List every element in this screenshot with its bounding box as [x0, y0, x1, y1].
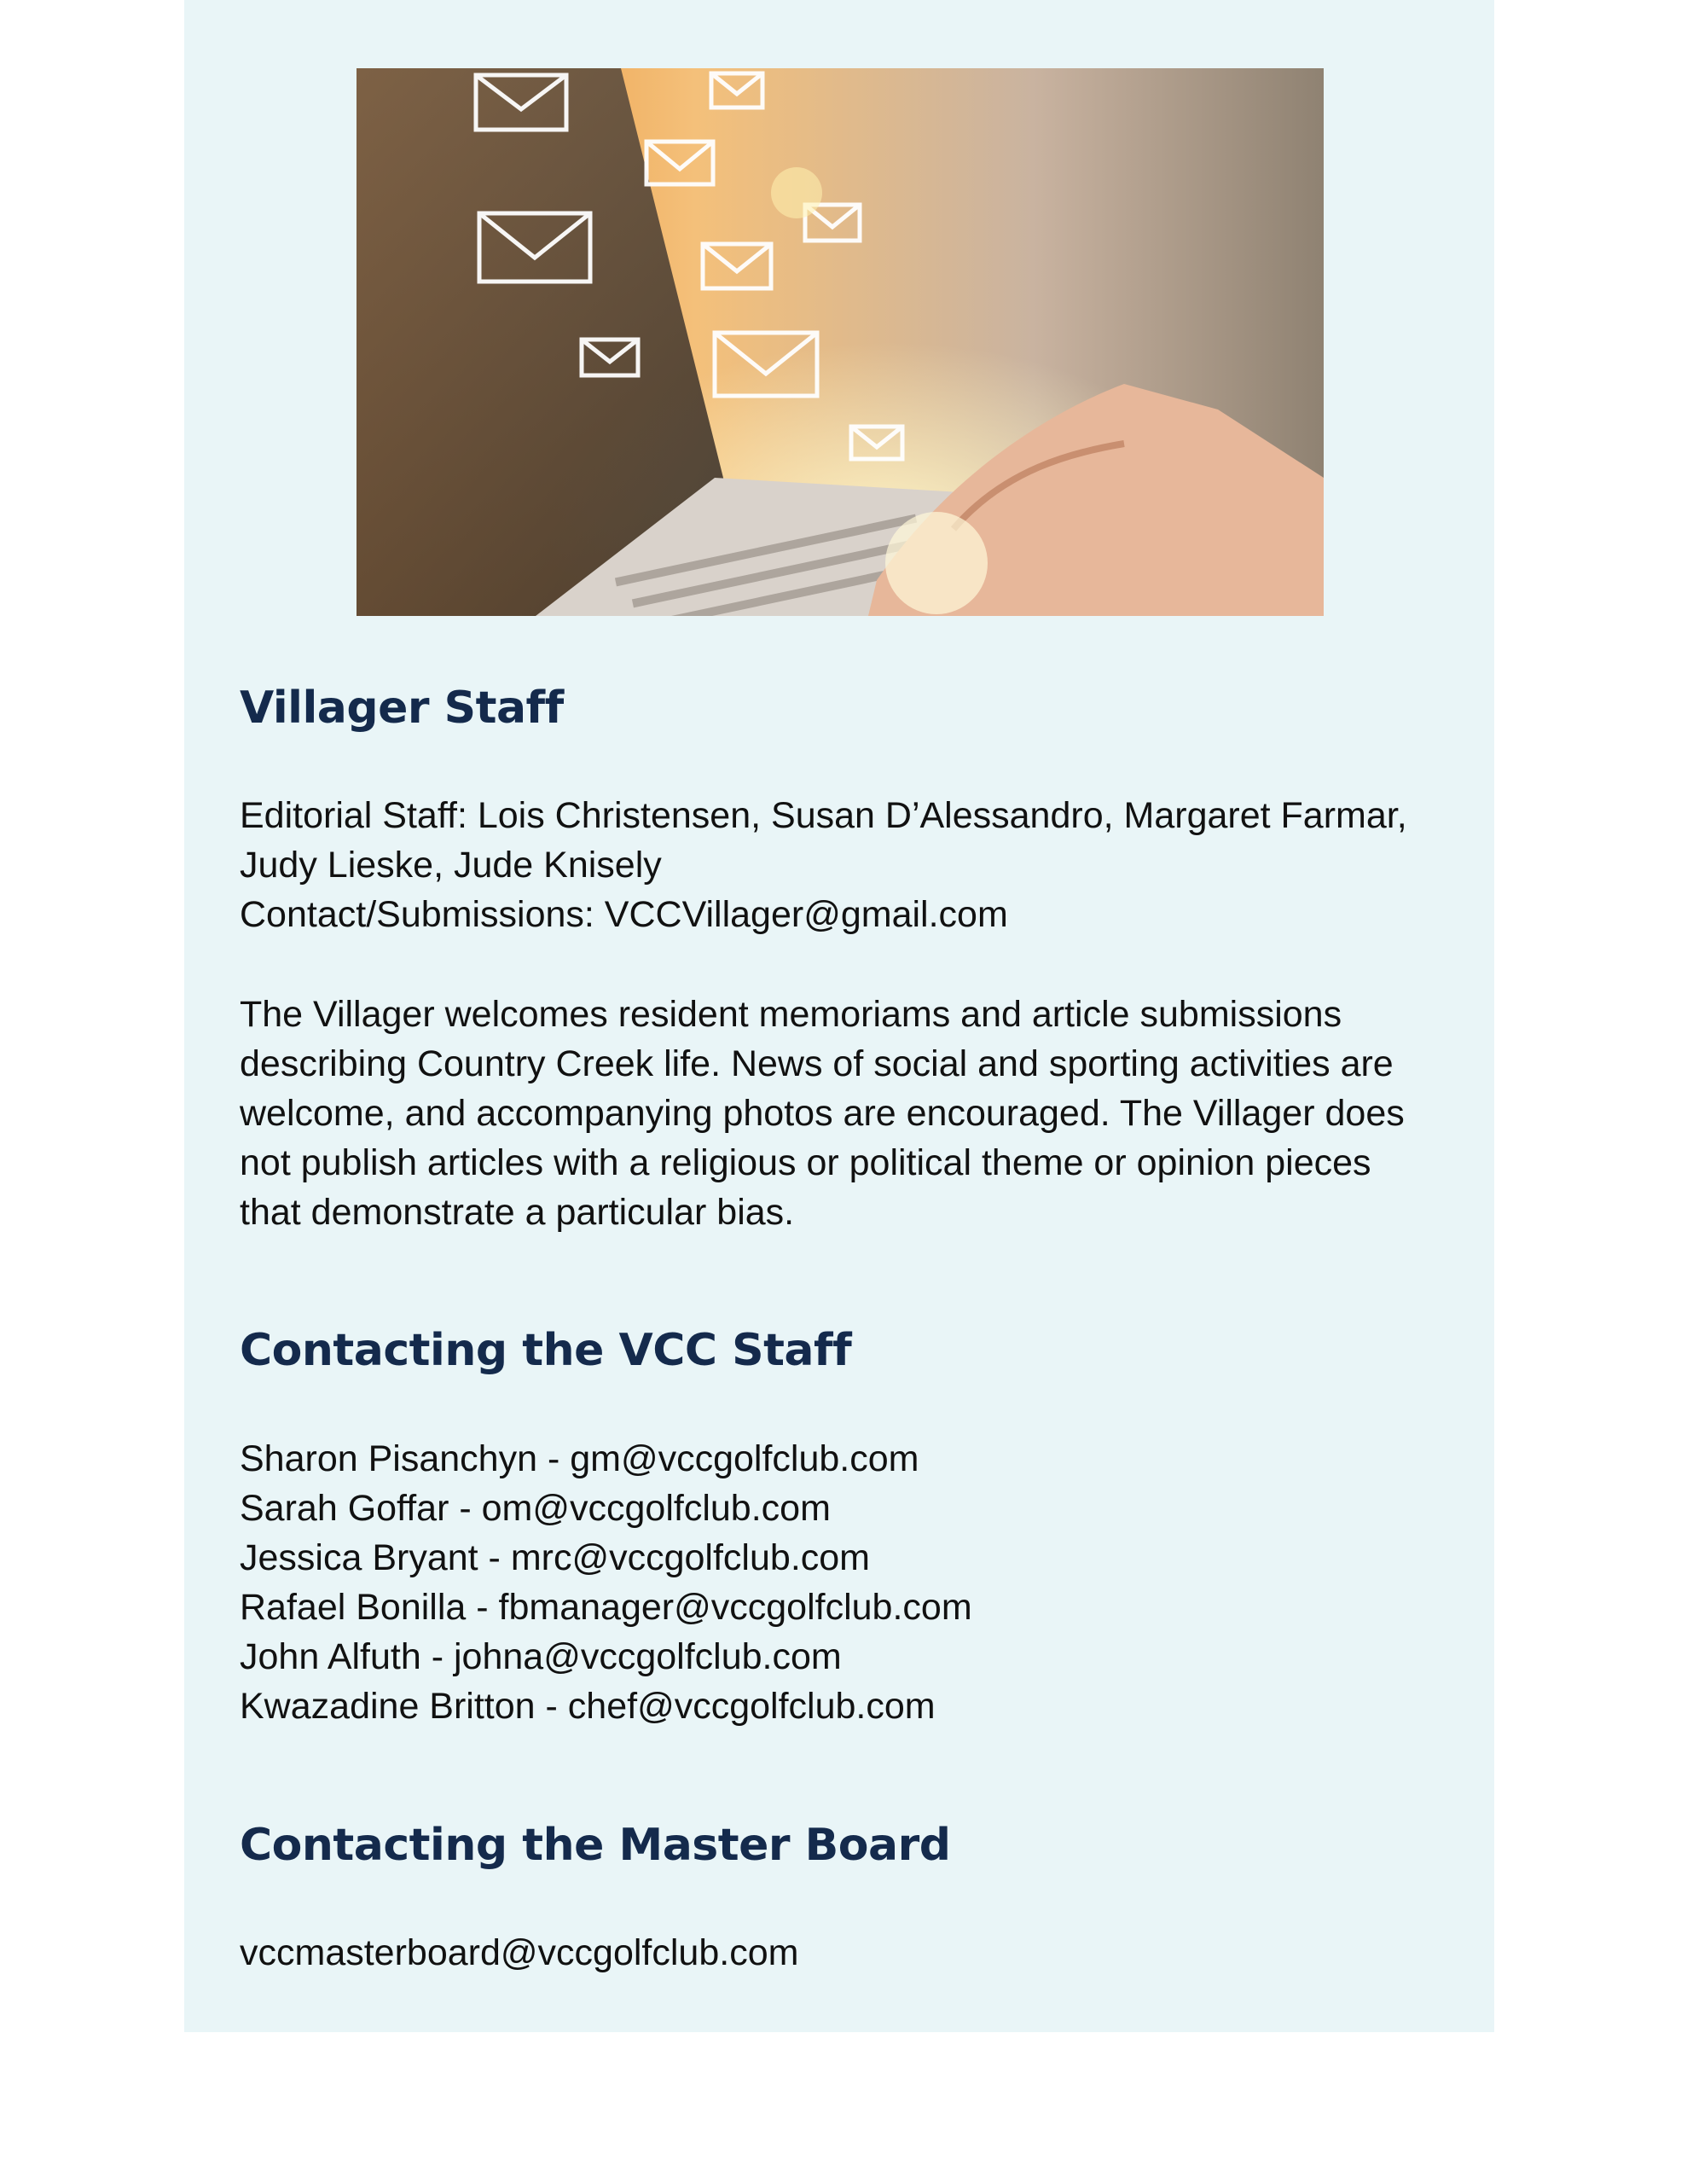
master-board-email: vccmasterboard@vccgolfclub.com — [240, 1932, 799, 1973]
policy-line: welcome, and accompanying photos are encouraged. The Villager does — [240, 1093, 1405, 1134]
staff-contact-item: Sarah Goffar - om@vccgolfclub.com — [240, 1488, 831, 1529]
policy-line: not publish articles with a religious or political theme or opinion pieces — [240, 1142, 1371, 1183]
policy-line: that demonstrate a particular bias. — [240, 1192, 795, 1233]
vcc-staff-contact-list — [240, 1434, 1468, 1731]
editorial-block — [240, 791, 1468, 939]
contact-submissions-line: Contact/Submissions: VCCVillager@gmail.com — [240, 894, 1008, 935]
policy-line: describing Country Creek life. News of social and sporting activities are — [240, 1043, 1394, 1084]
submission-policy-paragraph — [240, 990, 1468, 1237]
villager-staff-heading: Villager Staff — [240, 682, 564, 734]
staff-contact-item: Rafael Bonilla - fbmanager@vccgolfclub.com — [240, 1587, 972, 1628]
editorial-staff-line-1: Editorial Staff: Lois Christensen, Susan D’Alessandro, Margaret Farmar, — [240, 795, 1407, 836]
policy-line: The Villager welcomes resident memoriams and article submissions — [240, 994, 1342, 1035]
hero-image-laptop-emails — [357, 68, 1324, 616]
staff-contact-item: Kwazadine Britton - chef@vccgolfclub.com — [240, 1686, 936, 1727]
master-board-heading: Contacting the Master Board — [240, 1820, 951, 1871]
vcc-staff-heading: Contacting the VCC Staff — [240, 1325, 852, 1376]
staff-contact-item: Jessica Bryant - mrc@vccgolfclub.com — [240, 1537, 870, 1578]
staff-contact-item: Sharon Pisanchyn - gm@vccgolfclub.com — [240, 1438, 919, 1479]
laptop-email-illustration — [357, 68, 1324, 616]
staff-contact-item: John Alfuth - johna@vccgolfclub.com — [240, 1636, 842, 1677]
editorial-staff-line-2: Judy Lieske, Jude Knisely — [240, 845, 662, 886]
